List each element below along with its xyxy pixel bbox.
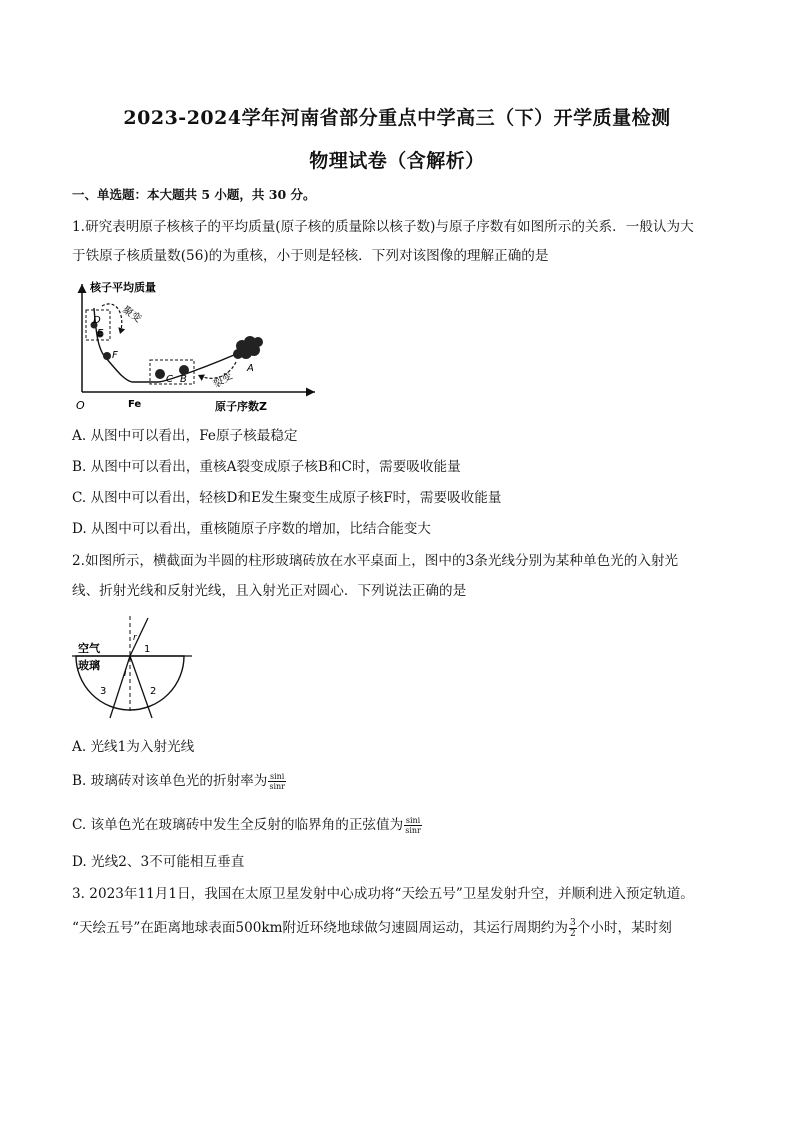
- label-f: F: [112, 350, 118, 361]
- fusion-label: 聚变: [120, 304, 143, 325]
- q3-stem-line2: [72, 918, 672, 939]
- x-axis-label: 原子序数Z: [215, 400, 267, 413]
- label-a: A: [247, 363, 254, 374]
- q2-option-c-fraction: [404, 816, 422, 835]
- q2-option-b: [72, 772, 286, 791]
- label-c: C: [166, 374, 173, 385]
- label-e: E: [97, 328, 104, 339]
- q2-option-c: [72, 816, 422, 835]
- label-b: B: [180, 374, 187, 385]
- air-label: 空气: [78, 642, 100, 655]
- frac-denominator: sinr: [405, 826, 421, 835]
- glass-label: 玻璃: [78, 659, 100, 672]
- ray-2-label: 2: [150, 686, 157, 697]
- frac-denominator: 2: [569, 929, 576, 939]
- y-axis-label: 核子平均质量: [90, 281, 156, 294]
- origin-label: O: [76, 399, 85, 412]
- q2-option-a: A. 光线1为入射光线: [72, 739, 195, 755]
- q2-option-d: D. 光线2、3不可能相互垂直: [72, 854, 245, 870]
- q1-stem-line2: 于铁原子核质量数(56)的为重核，小于则是轻核．下列对该图像的理解正确的是: [72, 248, 549, 264]
- q2-option-b-fraction: [268, 772, 286, 791]
- q1-stem-line1: 1.研究表明原子核核子的平均质量(原子核的质量除以核子数)与原子序数有如图所示的关系．一般认为大: [72, 219, 694, 235]
- q1-option-b: B. 从图中可以看出，重核A裂变成原子核B和C时，需要吸收能量: [72, 459, 461, 475]
- page-subtitle: 物理试卷（含解析）: [309, 150, 485, 172]
- angle-r-label: r: [133, 633, 137, 643]
- q3-stem-line2-suffix: 个小时，某时刻: [576, 920, 672, 936]
- q1-option-a: A. 从图中可以看出，Fe原子核最稳定: [72, 428, 298, 444]
- q2-figure: [70, 614, 200, 724]
- q3-stem-line1: 3. 2023年11月1日，我国在太原卫星发射中心成功将“天绘五号”卫星发射升空，并顺利进入预定轨道。: [72, 886, 694, 902]
- fe-label: Fe: [128, 399, 142, 410]
- nucleus-c: [155, 369, 165, 379]
- page-title: 2023-2024学年河南省部分重点中学高三（下）开学质量检测: [123, 107, 671, 129]
- frac-numerator: sini: [269, 772, 285, 781]
- q1-figure: [70, 278, 330, 416]
- frac-numerator: sini: [405, 816, 421, 825]
- section-heading: 一、单选题：本大题共 5 小题，共 30 分。: [72, 187, 316, 202]
- q2-stem-line1: 2.如图所示，横截面为半圆的柱形玻璃砖放在水平桌面上，图中的3条光线分别为某种单色光的入射光: [72, 553, 679, 569]
- angle-i-label: i: [124, 669, 127, 679]
- q1-option-c: C. 从图中可以看出，轻核D和E发生聚变生成原子核F时，需要吸收能量: [72, 490, 502, 506]
- q1-option-d: D. 从图中可以看出，重核随原子序数的增加，比结合能变大: [72, 521, 431, 537]
- ray-3-label: 3: [100, 686, 107, 697]
- ray-1-label: 1: [144, 644, 151, 655]
- frac-denominator: sinr: [269, 782, 285, 791]
- fusion-arrow: [102, 304, 122, 334]
- nucleus-a: [233, 336, 263, 359]
- frac-numerator: 3: [569, 918, 576, 928]
- q2-stem-line2: 线、折射光线和反射光线，且入射光正对圆心．下列说法正确的是: [72, 583, 467, 599]
- q2-option-b-text: B. 玻璃砖对该单色光的折射率为: [72, 773, 268, 789]
- q3-stem-line2-prefix: “天绘五号”在距离地球表面500km附近环绕地球做匀速圆周运动，其运行周期约为: [72, 920, 568, 936]
- q3-period-fraction: [569, 918, 577, 939]
- fission-label: 裂变: [211, 370, 235, 391]
- nucleus-f: [103, 352, 111, 360]
- label-d: D: [93, 315, 101, 326]
- q2-option-c-text: C. 该单色光在玻璃砖中发生全反射的临界角的正弦值为: [72, 817, 404, 833]
